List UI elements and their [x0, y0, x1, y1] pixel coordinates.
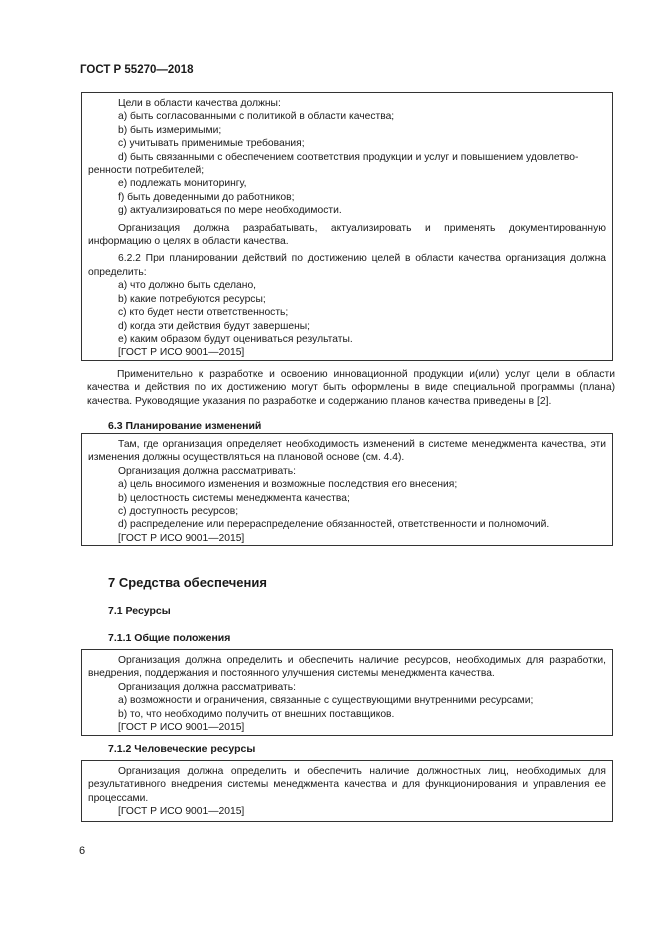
list-item: f) быть доведенными до работников;	[118, 191, 295, 203]
list-item: a) цель вносимого изменения и возможные последствия его внесения;	[118, 479, 458, 491]
list-item: b) то, что необходимо получить от внешних поставщиков.	[118, 708, 395, 720]
page-number: 6	[79, 845, 86, 857]
section-7-1-heading: 7.1 Ресурсы	[108, 605, 171, 617]
section-7-1-2-heading: 7.1.2 Человеческие ресурсы	[108, 743, 256, 755]
section-7-heading: 7 Средства обеспечения	[108, 575, 267, 590]
paragraph-innovation: Применительно к разработке и освоению инновационной продукции и(или) услуг цели в области качества и действия по их достижению могут быть оформлены в виде специальной программы (плана) качества. Руководящие указания по разработке и содержанию планов качества приведены в [2].	[87, 369, 615, 407]
list-item: e) каким образом будут оцениваться результаты.	[118, 333, 353, 345]
paragraph: Организация должна определить и обеспечить наличие ресурсов, необходимых для разработки, внедрения, поддержания и постоянного улучшения системы менеджмента качества.	[88, 655, 606, 680]
list-item: c) учитывать применимые требования;	[118, 138, 305, 150]
list-item: a) возможности и ограничения, связанные с существующими внутренними ресурсами;	[118, 695, 534, 707]
section-6-3-heading: 6.3 Планирование изменений	[108, 420, 262, 432]
quote-box-change-planning	[81, 433, 613, 546]
list-item: b) целостность системы менеджмента качества;	[118, 492, 350, 504]
list-item: b) какие потребуются ресурсы;	[118, 293, 266, 305]
quote-box-quality-objectives	[81, 92, 613, 361]
list-item: c) кто будет нести ответственность;	[118, 307, 289, 319]
paragraph: Организация должна разрабатывать, актуализировать и применять документированную информацию о целях в области качества.	[88, 222, 606, 248]
reference: [ГОСТ Р ИСО 9001—2015]	[118, 722, 245, 734]
paragraph-6-2-2: 6.2.2 При планировании действий по достижению целей в области качества организация должна определить:	[88, 253, 606, 278]
list-item: d) быть связанными с обеспечением соответствия продукции и услуг и повышением удовлетво-	[118, 151, 579, 163]
paragraph: Организация должна рассматривать:	[118, 681, 296, 693]
paragraph: Там, где организация определяет необходимость изменений в системе менеджмента качества, эти изменения должны осуществляться на плановой основе (см. 4.4).	[88, 439, 606, 464]
document-header: ГОСТ Р 55270—2018	[80, 64, 194, 76]
paragraph: Организация должна определить и обеспечить наличие должностных лиц, необходимых для результативного внедрения системы менеджмента качества и для функционирования и управления ее процессами.	[88, 766, 606, 804]
list-item: b) быть измеримыми;	[118, 124, 222, 136]
list-item: c) доступность ресурсов;	[118, 506, 239, 518]
quote-box-general-resources	[81, 649, 613, 736]
quote-box-human-resources	[81, 760, 613, 822]
section-7-1-1-heading: 7.1.1 Общие положения	[108, 632, 231, 644]
list-item: Цели в области качества должны:	[118, 98, 281, 109]
list-item: a) быть согласованными с политикой в области качества;	[118, 111, 395, 123]
list-item: d) распределение или перераспределение обязанностей, ответственности и полномочий.	[118, 519, 550, 531]
reference: [ГОСТ Р ИСО 9001—2015]	[118, 806, 245, 818]
list-item: ренности потребителей;	[88, 165, 205, 177]
paragraph: Организация должна рассматривать:	[118, 465, 296, 477]
list-item: a) что должно быть сделано,	[118, 280, 257, 292]
list-item: g) актуализироваться по мере необходимости.	[118, 205, 342, 217]
list-item: d) когда эти действия будут завершены;	[118, 320, 311, 332]
reference: [ГОСТ Р ИСО 9001—2015]	[118, 532, 245, 544]
reference: [ГОСТ Р ИСО 9001—2015]	[118, 347, 245, 359]
list-item: e) подлежать мониторингу,	[118, 178, 247, 190]
